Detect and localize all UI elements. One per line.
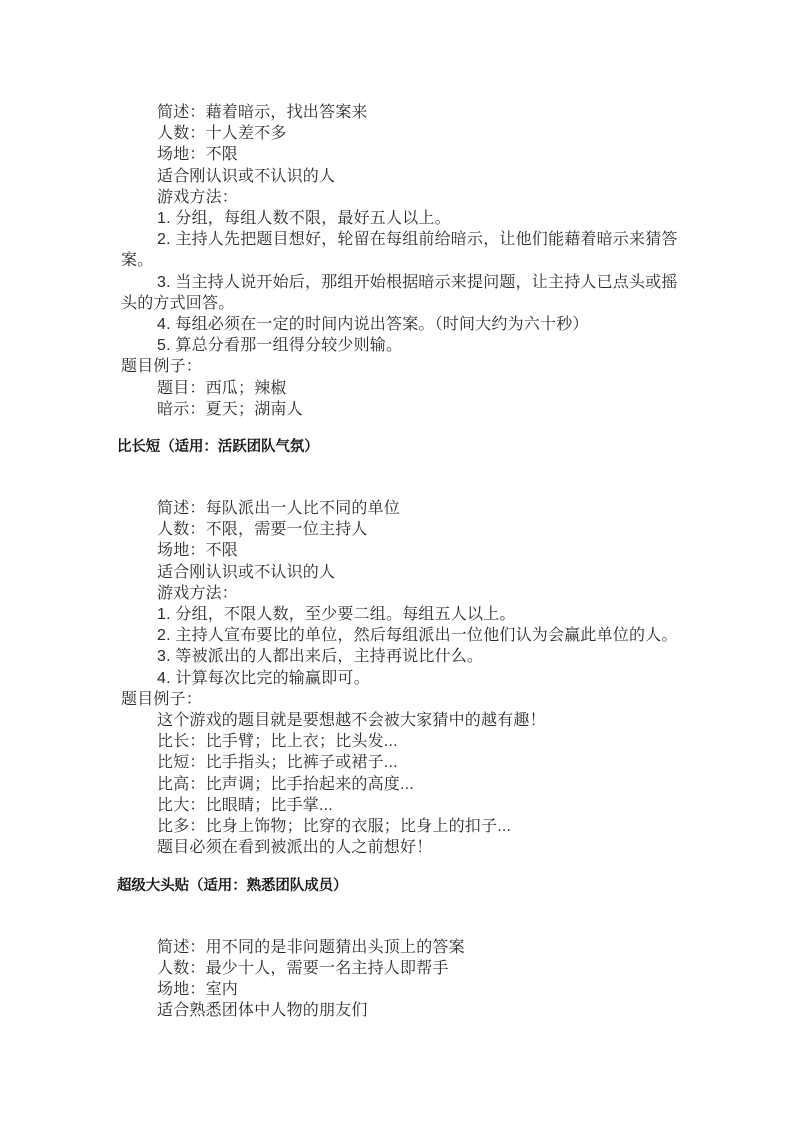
text-line: 3. 等被派出的人都出来后，主持再说比什么。 bbox=[157, 648, 484, 666]
text-line: 人数：最少十人，需要一名主持人即帮手 bbox=[157, 959, 449, 977]
text-line: 比短：比手指头；比裤子或裙子... bbox=[157, 754, 398, 772]
text-line: 人数：不限，需要一位主持人 bbox=[157, 521, 368, 539]
text-line: 案。 bbox=[121, 252, 154, 270]
text-line: 比大：比眼睛；比手掌... bbox=[157, 796, 333, 814]
text-line: 题目：西瓜；辣椒 bbox=[157, 379, 287, 397]
text-line: 4. 每组必须在一定的时间内说出答案。（时间大约为六十秒） bbox=[157, 316, 589, 334]
game-section bbox=[117, 875, 793, 1022]
text-line: 1. 分组，不限人数，至少要二组。每组五人以上。 bbox=[157, 606, 516, 624]
text-line: 适合刚认识或不认识的人 bbox=[157, 563, 336, 581]
text-line: 场地：不限 bbox=[157, 542, 239, 560]
text-line: 场地：不限 bbox=[157, 146, 239, 164]
text-line: 适合刚认识或不认识的人 bbox=[157, 167, 336, 185]
text-line: 适合熟悉团体中人物的朋友们 bbox=[157, 1002, 368, 1020]
text-line: 场地：室内 bbox=[157, 980, 239, 998]
text-line: 人数：十人差不多 bbox=[157, 125, 287, 143]
text-line: 3. 当主持人说开始后，那组开始根据暗示来提问题，让主持人已点头或摇 bbox=[157, 273, 678, 291]
text-line: 简述：每队派出一人比不同的单位 bbox=[157, 500, 401, 518]
text-line: 游戏方法： bbox=[157, 584, 239, 602]
section-heading: 超级大头贴（适用：熟悉团队成员） bbox=[117, 877, 348, 894]
game-section bbox=[117, 436, 793, 858]
text-line: 这个游戏的题目就是要想越不会被大家猜中的越有趣！ bbox=[157, 712, 546, 730]
text-line: 简述：藉着暗示，找出答案来 bbox=[157, 104, 368, 121]
text-line: 5. 算总分看那一组得分较少则输。 bbox=[157, 337, 403, 355]
text-line: 4. 计算每次比完的输赢即可。 bbox=[157, 669, 370, 687]
text-line: 比多：比身上饰物；比穿的衣服；比身上的扣子... bbox=[157, 818, 512, 836]
text-line: 头的方式回答。 bbox=[121, 294, 235, 312]
text-line: 暗示：夏天；湖南人 bbox=[157, 400, 303, 418]
text-line: 比高：比声调；比手抬起来的高度... bbox=[157, 775, 414, 793]
text-line: 简述：用不同的是非问题猜出头顶上的答案 bbox=[157, 938, 465, 956]
text-line: 题目必须在看到被派出的人之前想好！ bbox=[157, 839, 433, 857]
text-line: 2. 主持人宣布要比的单位，然后每组派出一位他们认为会赢此单位的人。 bbox=[157, 627, 678, 645]
text-line: 题目例子： bbox=[121, 690, 203, 708]
text-line: 1. 分组，每组人数不限，最好五人以上。 bbox=[157, 210, 451, 228]
section-heading: 比长短（适用：活跃团队气氛） bbox=[117, 439, 319, 456]
text-line: 比长：比手臂；比上衣；比头发... bbox=[157, 733, 398, 751]
text-line: 2. 主持人先把题目想好，轮留在每组前给暗示，让他们能藉着暗示来猜答 bbox=[157, 231, 678, 249]
game-section bbox=[121, 102, 793, 420]
text-line: 题目例子： bbox=[121, 358, 203, 376]
text-line: 游戏方法： bbox=[157, 188, 239, 206]
